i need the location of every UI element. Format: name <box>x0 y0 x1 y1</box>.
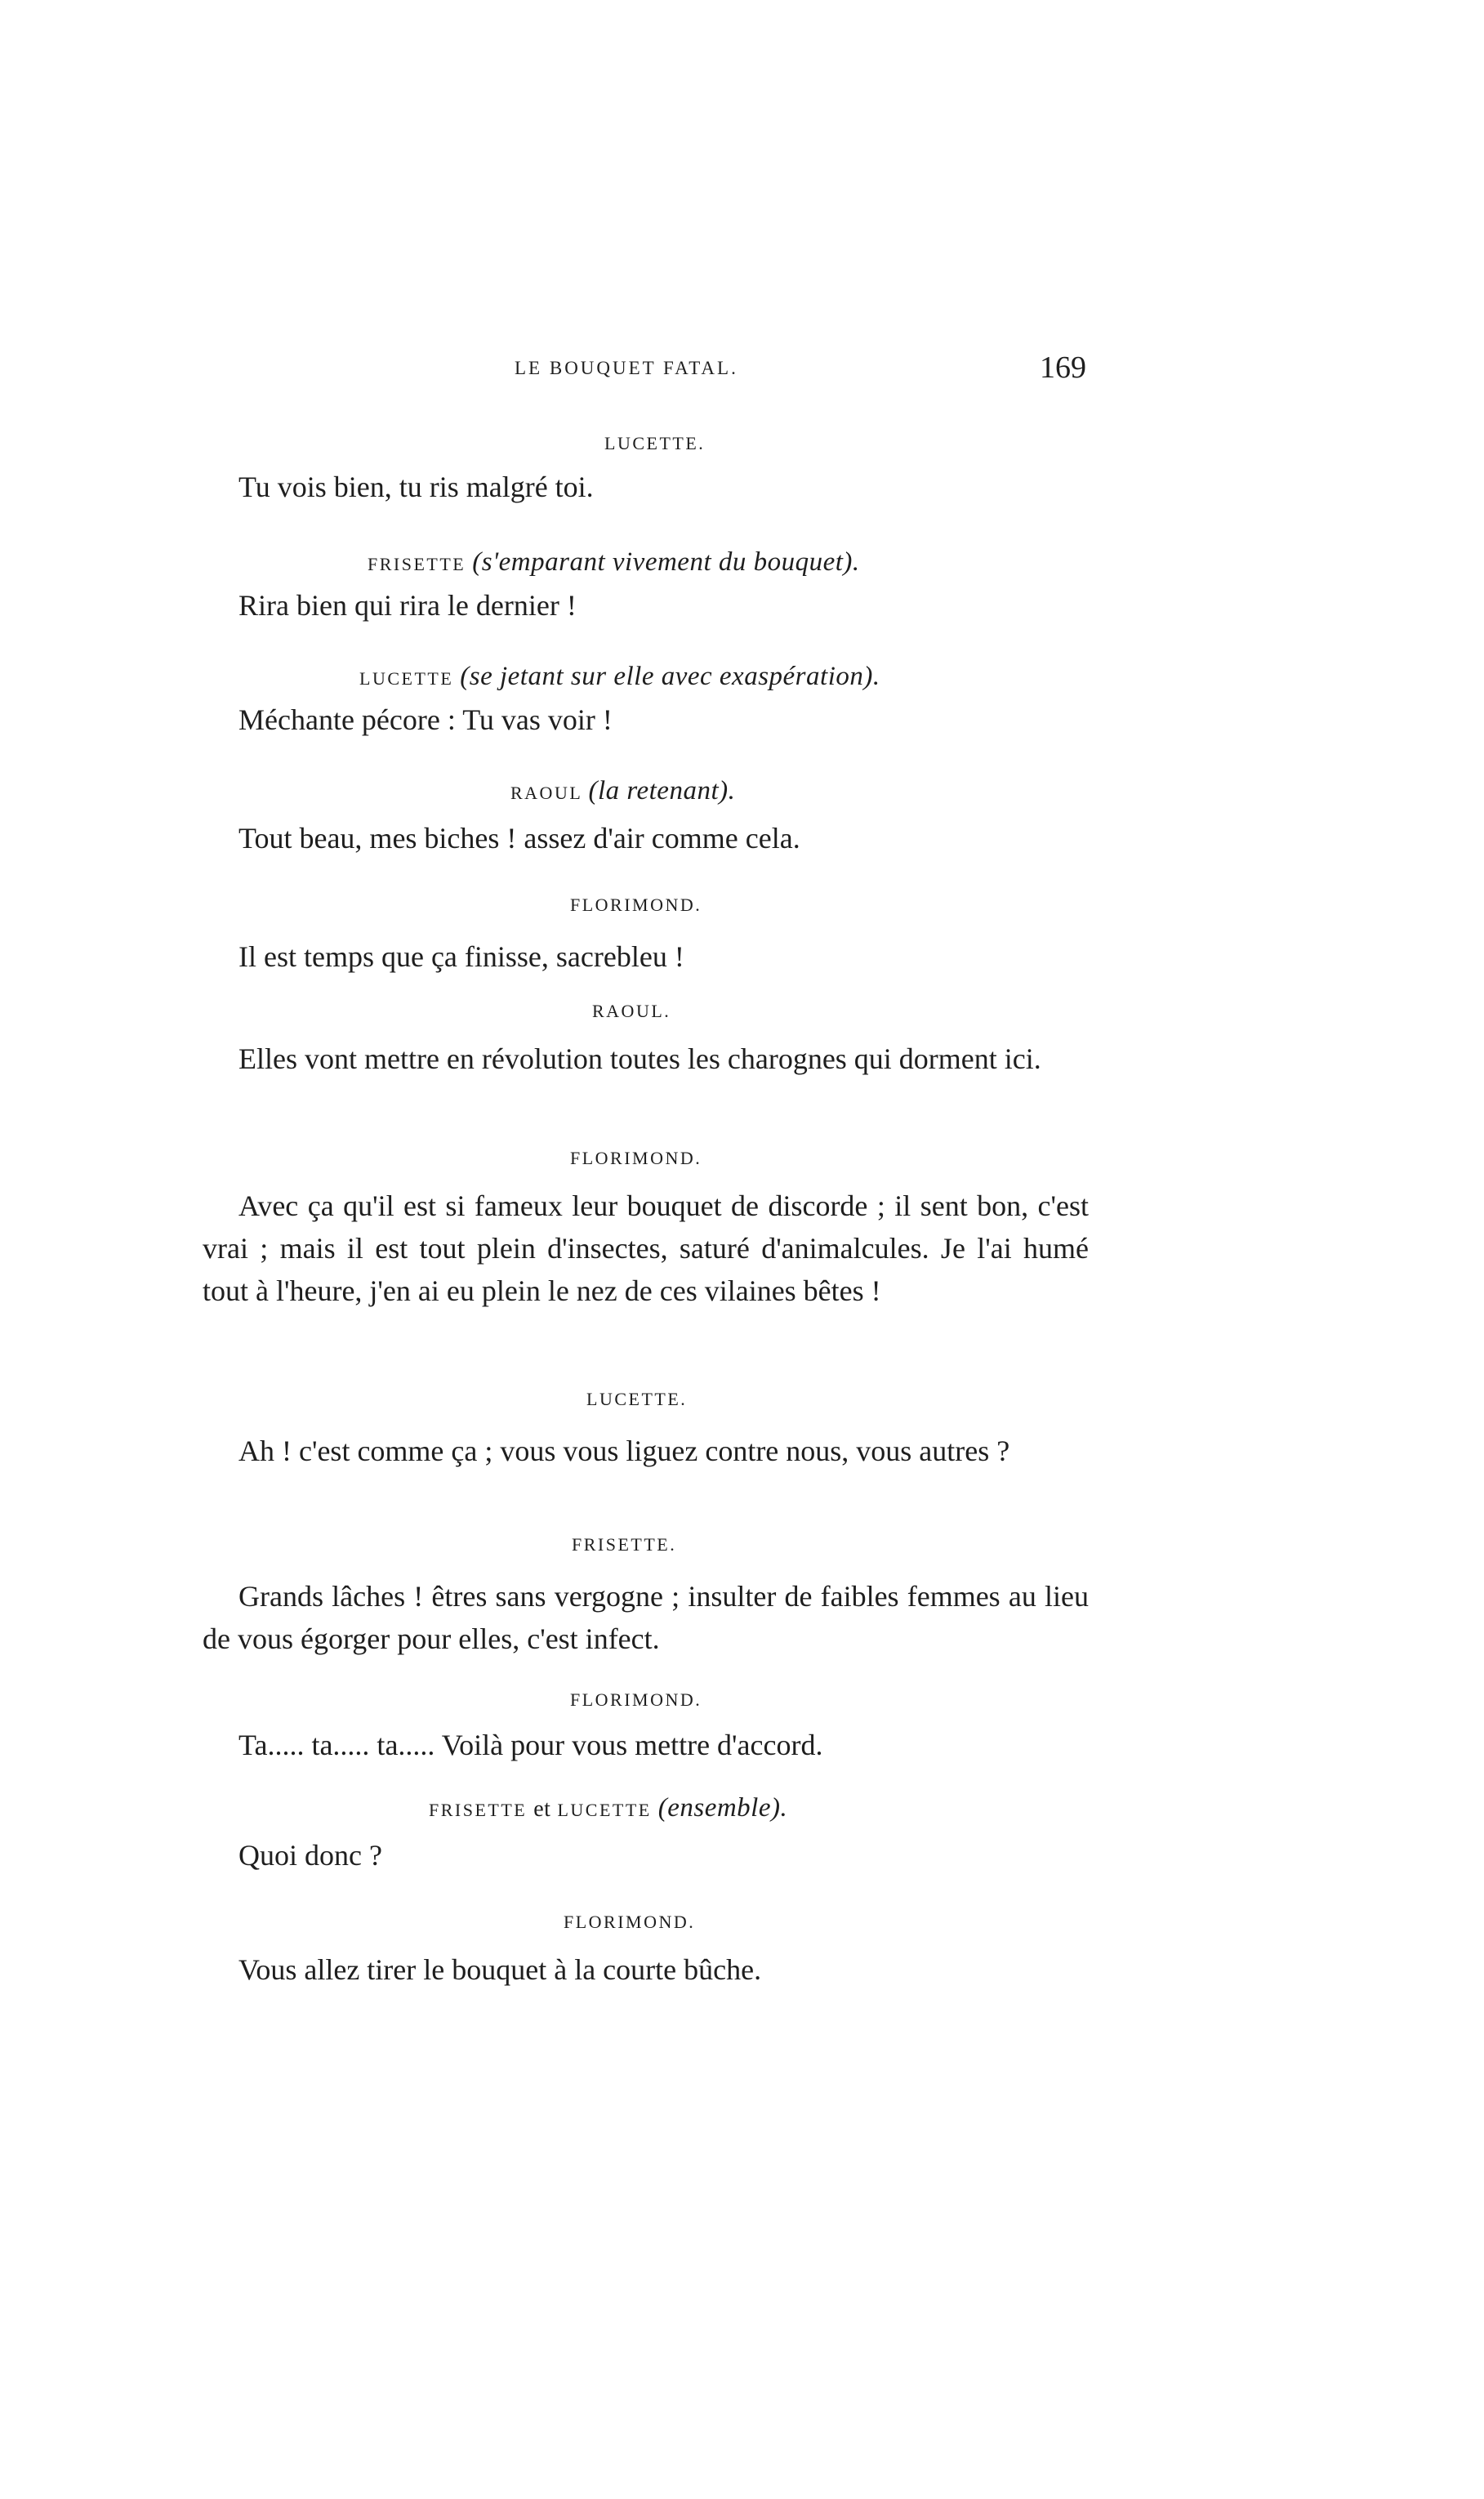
dialogue-line: Ta..... ta..... ta..... Voilà pour vous mettre d'accord. <box>238 1729 823 1761</box>
speaker-label: FLORIMOND. <box>570 1689 702 1710</box>
speaker-name <box>604 433 705 454</box>
speaker-label: RAOUL <box>510 783 582 803</box>
dialogue-paragraph: Elles vont mettre en révolution toutes les charognes qui dorment ici. <box>238 1042 1041 1075</box>
speaker-name <box>510 776 735 806</box>
dialogue-paragraph: Ah ! c'est comme ça ; vous vous liguez contre nous, vous autres ? <box>238 1435 1010 1467</box>
running-title: LE BOUQUET FATAL. <box>515 358 738 378</box>
speaker-label: FLORIMOND. <box>570 1148 702 1168</box>
dialogue-line: Rira bien qui rira le dernier ! <box>238 589 577 622</box>
speaker-label: LUCETTE <box>359 668 454 689</box>
speaker-label: FRISETTE <box>368 554 466 574</box>
speaker-name <box>592 1001 671 1022</box>
speaker-label: FLORIMOND. <box>570 895 702 915</box>
stage-direction: (se jetant sur elle avec exaspération). <box>460 662 880 691</box>
page-number: 169 <box>1040 350 1086 385</box>
dialogue-line: Vous allez tirer le bouquet à la courte bûche. <box>238 1953 762 1986</box>
dialogue-paragraph: Avec ça qu'il est si fameux leur bouquet de discorde ; il sent bon, c'est vrai ; mais il est tout plein d'insectes, saturé d'animalcules. Je l'ai humé tout à l'heure, j'en ai eu plein le nez de ces vilaines bêtes ! <box>203 1189 1089 1307</box>
speaker-label: FLORIMOND. <box>564 1912 696 1932</box>
stage-direction: (la retenant). <box>588 776 736 805</box>
speaker-name <box>368 547 860 578</box>
dialogue-line: Quoi donc ? <box>238 1839 382 1872</box>
speaker-label: LUCETTE. <box>604 433 706 453</box>
dialogue-line: Tu vois bien, tu ris malgré toi. <box>238 471 594 503</box>
stage-direction: (ensemble). <box>657 1793 788 1823</box>
speaker-label: LUCETTE <box>557 1800 652 1820</box>
stage-direction: (s'emparant vivement du bouquet). <box>472 547 860 577</box>
speaker-name <box>570 895 702 916</box>
speaker-name <box>429 1793 787 1823</box>
speaker-name <box>586 1389 687 1410</box>
speaker-label: RAOUL. <box>592 1001 671 1021</box>
speaker-label: FRISETTE. <box>572 1534 677 1555</box>
speaker-name <box>570 1689 702 1711</box>
dialogue-line: Méchante pécore : Tu vas voir ! <box>238 703 613 736</box>
speaker-label: LUCETTE. <box>586 1389 688 1409</box>
dialogue-line: Tout beau, mes biches ! assez d'air comme cela. <box>238 822 800 855</box>
speaker-name <box>572 1534 676 1555</box>
dialogue-paragraph: Grands lâches ! êtres sans vergogne ; insulter de faibles femmes au lieu de vous égorger pour elles, c'est infect. <box>203 1580 1089 1655</box>
speaker-label: FRISETTE <box>429 1800 528 1820</box>
speaker-name <box>564 1912 695 1933</box>
dialogue-line: Il est temps que ça finisse, sacrebleu ! <box>238 940 684 973</box>
page-header <box>204 350 1086 390</box>
speaker-conjunction: et <box>533 1796 551 1822</box>
speaker-name <box>359 662 880 692</box>
speaker-name <box>570 1148 702 1169</box>
